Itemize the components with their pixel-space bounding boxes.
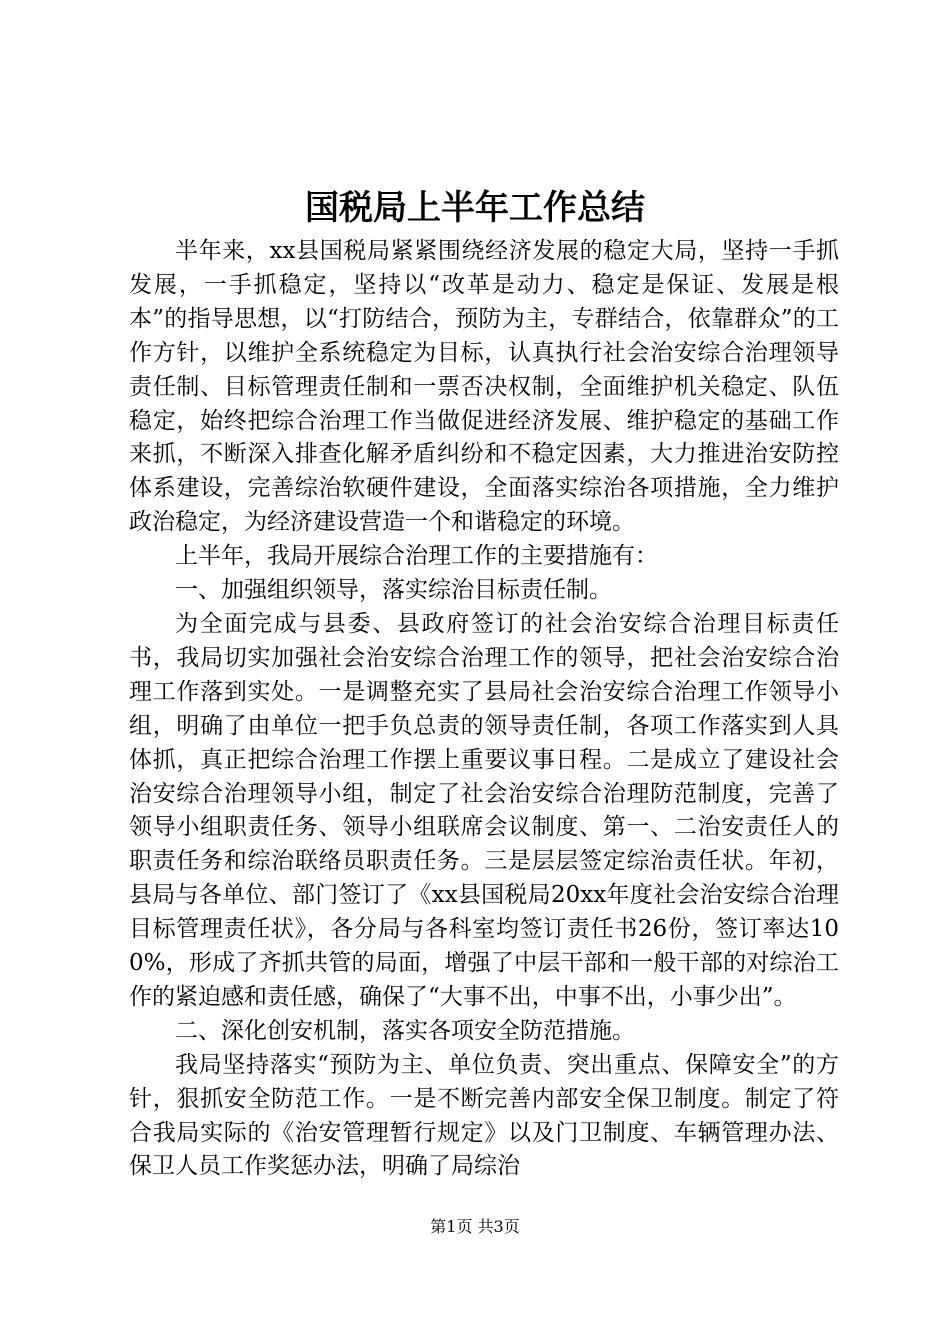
document-body	[129, 235, 839, 1184]
section-heading-2: 二、深化创安机制，落实各项安全防范措施。	[175, 1017, 635, 1044]
page-number-footer: 第1页 共3页	[430, 1217, 520, 1236]
paragraph-section-1: 为全面完成与县委、县政府签订的社会治安综合治理目标责任书，我局切实加强社会治安综合治理工作的领导，把社会治安综合治理工作落到实处。一是调整充实了县局社会治安综合治理工作领导小组，明确了由单位一把手负总责的领导责任制，各项工作落实到人具体抓，真正把综合治理工作摆上重要议事日程。二是成立了建设社会治安综合治理领导小组，制定了社会治安综合治理防范制度，完善了领导小组职责任务、领导小组联席会议制度、第一、二治安责任人的职责任务和综治联络员职责任务。三是层层签定综治责任状。年初，县局与各单位、部门签订了《xx县国税局20xx年度社会治安综合治理目标管理责任状》，各分局与各科室均签订责任书26份，签订率达100%，形成了齐抓共管的局面，增强了中层干部和一般干部的对综治工作的紧迫感和责任感，确保了“大事不出，中事不出，小事少出”。	[129, 610, 839, 1010]
paragraph-section-2: 我局坚持落实“预防为主、单位负责、突出重点、保障安全”的方针，狠抓安全防范工作。一是不断完善内部安全保卫制度。制定了符合我局实际的《治安管理暂行规定》以及门卫制度、车辆管理办法、保卫人员工作奖惩办法，明确了局综治	[129, 1051, 839, 1180]
paragraph-measures-lead: 上半年，我局开展综合治理工作的主要措施有：	[175, 543, 658, 570]
paragraph-intro: 半年来，xx县国税局紧紧围绕经济发展的稳定大局，坚持一手抓发展，一手抓稳定，坚持以“改革是动力、稳定是保证、发展是根本”的指导思想，以“打防结合，预防为主，专群结合，依靠群众”的工作方针，以维护全系统稳定为目标，认真执行社会治安综合治理领导责任制、目标管理责任制和一票否决权制，全面维护机关稳定、队伍稳定，始终把综合治理工作当做促进经济发展、维护稳定的基础工作来抓，不断深入排查化解矛盾纠纷和不稳定因素，大力推进治安防控体系建设，完善综治软硬件建设，全面落实综治各项措施，全力维护政治稳定，为经济建设营造一个和谐稳定的环境。	[129, 238, 839, 536]
document-title: 国税局上半年工作总结	[305, 188, 645, 228]
section-heading-1: 一、加强组织领导，落实综治目标责任制。	[175, 577, 612, 604]
